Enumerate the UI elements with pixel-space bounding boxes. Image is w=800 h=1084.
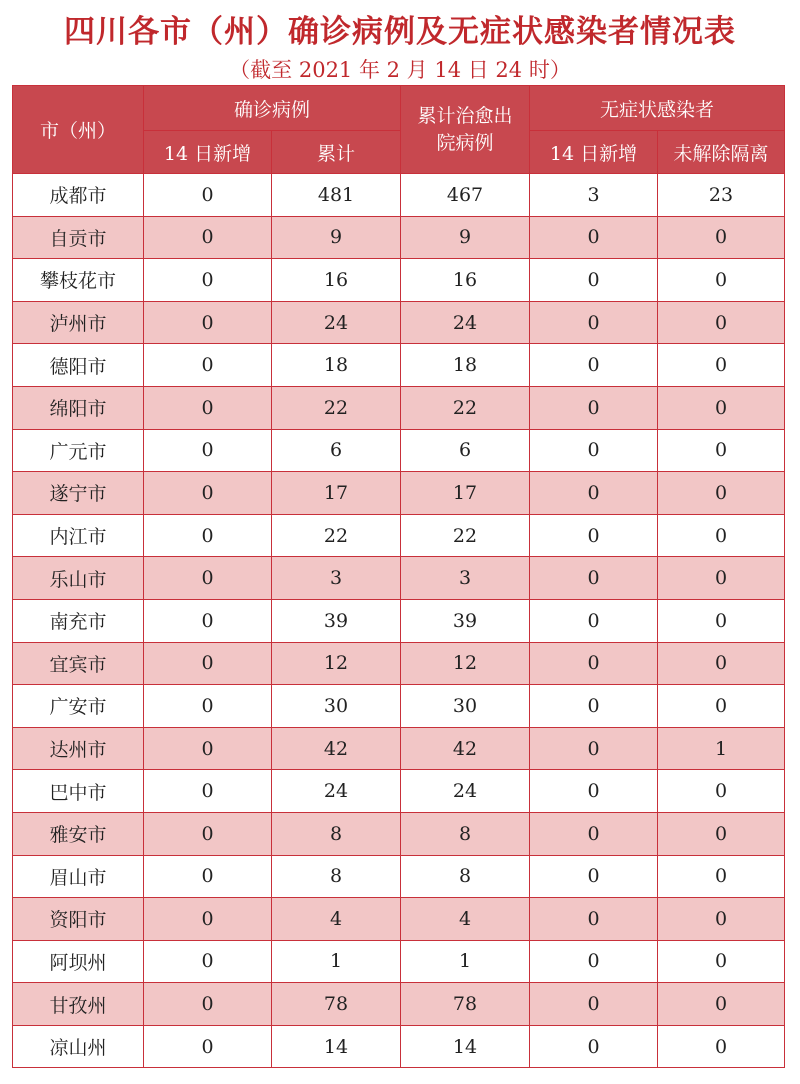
cell-asym-iso: 0 <box>658 855 785 898</box>
cell-asym-new: 0 <box>530 855 658 898</box>
cell-cured: 4 <box>401 898 530 941</box>
cell-city: 攀枝花市 <box>13 259 144 302</box>
page-title: 四川各市（州）确诊病例及无症状感染者情况表 <box>64 14 736 50</box>
cell-city: 资阳市 <box>13 898 144 941</box>
cell-asym-iso: 0 <box>658 770 785 813</box>
cell-total: 39 <box>272 599 401 642</box>
header-confirmed: 确诊病例 <box>144 86 401 131</box>
cell-total: 16 <box>272 259 401 302</box>
cell-cured: 14 <box>401 1025 530 1068</box>
table-row <box>13 599 785 642</box>
cell-asym-iso: 23 <box>658 174 785 217</box>
table-row <box>13 174 785 217</box>
cell-new: 0 <box>144 642 272 685</box>
cell-total: 24 <box>272 301 401 344</box>
cell-asym-iso: 0 <box>658 983 785 1026</box>
cell-asym-new: 0 <box>530 429 658 472</box>
cell-new: 0 <box>144 812 272 855</box>
table-row <box>13 259 785 302</box>
cell-city: 绵阳市 <box>13 386 144 429</box>
table-row <box>13 642 785 685</box>
table-row <box>13 514 785 557</box>
cell-total: 30 <box>272 685 401 728</box>
cell-asym-new: 0 <box>530 727 658 770</box>
cell-asym-iso: 0 <box>658 599 785 642</box>
cell-asym-new: 0 <box>530 770 658 813</box>
cell-city: 泸州市 <box>13 301 144 344</box>
cell-cured: 78 <box>401 983 530 1026</box>
cell-asym-iso: 0 <box>658 685 785 728</box>
cell-cured: 17 <box>401 472 530 515</box>
cell-asym-new: 0 <box>530 685 658 728</box>
cell-city: 自贡市 <box>13 216 144 259</box>
cell-cured: 8 <box>401 855 530 898</box>
cell-new: 0 <box>144 174 272 217</box>
cell-new: 0 <box>144 429 272 472</box>
cell-city: 眉山市 <box>13 855 144 898</box>
cell-asym-iso: 0 <box>658 472 785 515</box>
cell-asym-iso: 0 <box>658 301 785 344</box>
cell-new: 0 <box>144 344 272 387</box>
cell-cured: 12 <box>401 642 530 685</box>
table-row <box>13 855 785 898</box>
cell-total: 24 <box>272 770 401 813</box>
cell-asym-new: 0 <box>530 216 658 259</box>
cell-city: 南充市 <box>13 599 144 642</box>
page-subtitle: （截至 2021 年 2 月 14 日 24 时） <box>229 58 571 82</box>
cell-total: 14 <box>272 1025 401 1068</box>
cell-cured: 1 <box>401 940 530 983</box>
cell-asym-new: 0 <box>530 940 658 983</box>
cell-city: 内江市 <box>13 514 144 557</box>
cell-new: 0 <box>144 1025 272 1068</box>
cell-asym-new: 0 <box>530 344 658 387</box>
cell-new: 0 <box>144 259 272 302</box>
cell-cured: 467 <box>401 174 530 217</box>
cell-cured: 9 <box>401 216 530 259</box>
cell-asym-iso: 1 <box>658 727 785 770</box>
cell-asym-new: 3 <box>530 174 658 217</box>
cell-city: 广元市 <box>13 429 144 472</box>
cell-asym-new: 0 <box>530 386 658 429</box>
header-cured: 累计治愈出院病例 <box>401 86 530 174</box>
cell-city: 德阳市 <box>13 344 144 387</box>
table-row <box>13 472 785 515</box>
cell-asym-iso: 0 <box>658 940 785 983</box>
cell-cured: 24 <box>401 301 530 344</box>
cell-asym-new: 0 <box>530 1025 658 1068</box>
cell-total: 78 <box>272 983 401 1026</box>
cell-total: 8 <box>272 855 401 898</box>
cell-new: 0 <box>144 301 272 344</box>
cell-total: 22 <box>272 514 401 557</box>
header-asym-unreleased: 未解除隔离 <box>658 131 785 174</box>
cell-asym-new: 0 <box>530 514 658 557</box>
cell-asym-iso: 0 <box>658 514 785 557</box>
cases-table <box>12 85 785 1068</box>
cell-new: 0 <box>144 727 272 770</box>
table-row <box>13 983 785 1026</box>
cell-asym-iso: 0 <box>658 259 785 302</box>
cell-total: 1 <box>272 940 401 983</box>
cell-total: 8 <box>272 812 401 855</box>
cell-cured: 30 <box>401 685 530 728</box>
cell-total: 12 <box>272 642 401 685</box>
table-row <box>13 386 785 429</box>
cell-total: 3 <box>272 557 401 600</box>
cell-asym-new: 0 <box>530 599 658 642</box>
cell-city: 凉山州 <box>13 1025 144 1068</box>
cell-asym-iso: 0 <box>658 898 785 941</box>
table-row <box>13 685 785 728</box>
cell-cured: 39 <box>401 599 530 642</box>
cell-city: 成都市 <box>13 174 144 217</box>
cell-new: 0 <box>144 557 272 600</box>
cell-asym-new: 0 <box>530 983 658 1026</box>
cell-new: 0 <box>144 216 272 259</box>
cell-asym-new: 0 <box>530 557 658 600</box>
header-asym-new: 14 日新增 <box>530 131 658 174</box>
cell-total: 22 <box>272 386 401 429</box>
table-row <box>13 770 785 813</box>
cell-new: 0 <box>144 983 272 1026</box>
cell-new: 0 <box>144 514 272 557</box>
cell-asym-iso: 0 <box>658 1025 785 1068</box>
header-confirmed-new: 14 日新增 <box>144 131 272 174</box>
cell-total: 17 <box>272 472 401 515</box>
cell-city: 广安市 <box>13 685 144 728</box>
header-city: 市（州） <box>13 86 144 174</box>
cell-asym-iso: 0 <box>658 216 785 259</box>
cell-city: 甘孜州 <box>13 983 144 1026</box>
cell-city: 乐山市 <box>13 557 144 600</box>
cell-new: 0 <box>144 386 272 429</box>
cell-cured: 3 <box>401 557 530 600</box>
cell-asym-iso: 0 <box>658 344 785 387</box>
table-row <box>13 812 785 855</box>
cell-cured: 22 <box>401 386 530 429</box>
cell-new: 0 <box>144 599 272 642</box>
cell-asym-new: 0 <box>530 472 658 515</box>
table-row <box>13 727 785 770</box>
header-confirmed-total: 累计 <box>272 131 401 174</box>
cell-new: 0 <box>144 770 272 813</box>
table-row <box>13 429 785 472</box>
cell-cured: 8 <box>401 812 530 855</box>
table-row <box>13 898 785 941</box>
cell-cured: 18 <box>401 344 530 387</box>
cell-total: 42 <box>272 727 401 770</box>
table-row <box>13 301 785 344</box>
cell-asym-iso: 0 <box>658 386 785 429</box>
cell-asym-iso: 0 <box>658 429 785 472</box>
cell-city: 雅安市 <box>13 812 144 855</box>
cell-asym-new: 0 <box>530 301 658 344</box>
cell-city: 达州市 <box>13 727 144 770</box>
cell-new: 0 <box>144 855 272 898</box>
cell-city: 阿坝州 <box>13 940 144 983</box>
cell-city: 遂宁市 <box>13 472 144 515</box>
cell-new: 0 <box>144 472 272 515</box>
cell-cured: 6 <box>401 429 530 472</box>
cell-asym-iso: 0 <box>658 557 785 600</box>
header-asymptomatic: 无症状感染者 <box>530 86 785 131</box>
cell-city: 宜宾市 <box>13 642 144 685</box>
cell-cured: 42 <box>401 727 530 770</box>
cell-asym-new: 0 <box>530 642 658 685</box>
table-row <box>13 1025 785 1068</box>
cell-cured: 16 <box>401 259 530 302</box>
table-row <box>13 940 785 983</box>
cell-city: 巴中市 <box>13 770 144 813</box>
cell-asym-new: 0 <box>530 812 658 855</box>
table-row <box>13 344 785 387</box>
cell-cured: 22 <box>401 514 530 557</box>
cell-total: 481 <box>272 174 401 217</box>
cell-total: 9 <box>272 216 401 259</box>
cell-asym-new: 0 <box>530 259 658 302</box>
table-row <box>13 216 785 259</box>
cell-asym-iso: 0 <box>658 812 785 855</box>
cell-new: 0 <box>144 898 272 941</box>
table-row <box>13 557 785 600</box>
cell-asym-new: 0 <box>530 898 658 941</box>
cell-new: 0 <box>144 685 272 728</box>
cell-total: 4 <box>272 898 401 941</box>
cell-total: 18 <box>272 344 401 387</box>
cell-new: 0 <box>144 940 272 983</box>
cell-asym-iso: 0 <box>658 642 785 685</box>
cell-cured: 24 <box>401 770 530 813</box>
cell-total: 6 <box>272 429 401 472</box>
